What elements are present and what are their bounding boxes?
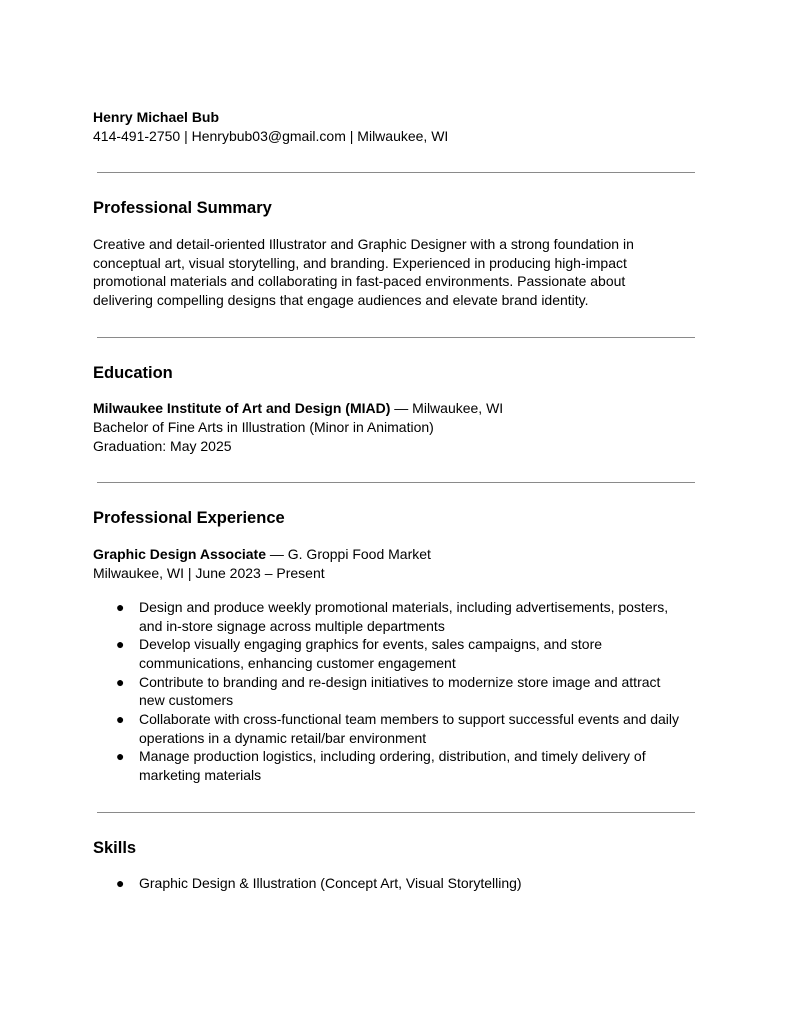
- experience-bullets: [93, 598, 698, 785]
- skills-list: [93, 874, 698, 893]
- bullet-icon: ●: [116, 748, 125, 765]
- section-title-experience: Professional Experience: [93, 508, 285, 527]
- section-title-summary: Professional Summary: [93, 199, 272, 217]
- resume-content: [93, 108, 698, 893]
- section-title-education: Education: [93, 363, 173, 382]
- bullet-text: Develop visually engaging graphics for events, sales campaigns, and store: [139, 636, 603, 653]
- job-title-line: [93, 545, 698, 564]
- list-item: [93, 598, 698, 635]
- summary-paragraph: [93, 235, 698, 310]
- degree: Bachelor of Fine Arts in Illustration (Minor in Animation): [93, 418, 434, 435]
- bullet-icon: ●: [116, 874, 125, 891]
- list-item: [93, 673, 698, 710]
- experience-entry: [93, 545, 698, 583]
- candidate-name: Henry Michael Bub: [93, 109, 220, 125]
- bullet-text: Manage production logistics, including ordering, distribution, and timely delivery of: [139, 748, 646, 765]
- education-school-line: [93, 399, 698, 418]
- job-title: Graphic Design Associate: [93, 545, 266, 562]
- divider: [97, 812, 695, 813]
- school-name: Milwaukee Institute of Art and Design (MIAD): [93, 399, 391, 416]
- bullet-icon: ●: [116, 636, 125, 653]
- list-item: [93, 874, 698, 893]
- divider: [97, 482, 695, 483]
- skill-text: Graphic Design & Illustration (Concept Art, Visual Storytelling): [139, 874, 522, 891]
- bullet-text: Contribute to branding and re-design initiatives to modernize store image and attract: [139, 673, 661, 690]
- divider: [97, 172, 695, 173]
- school-location: — Milwaukee, WI: [390, 399, 504, 416]
- bullet-text: new customers: [139, 692, 234, 709]
- list-item: [93, 635, 698, 672]
- bullet-icon: ●: [116, 673, 125, 690]
- bullet-icon: ●: [116, 711, 125, 728]
- bullet-text: operations in a dynamic retail/bar environment: [139, 729, 427, 746]
- bullet-text: marketing materials: [139, 767, 262, 784]
- bullet-text: Design and produce weekly promotional materials, including advertisements, posters,: [139, 598, 669, 615]
- bullet-text: Collaborate with cross-functional team members to support successful events and daily: [139, 711, 680, 728]
- divider: [97, 337, 695, 338]
- bullet-text: and in-store signage across multiple departments: [139, 617, 445, 634]
- list-item: [93, 747, 698, 784]
- list-item: [93, 710, 698, 747]
- section-title-skills: Skills: [93, 838, 137, 857]
- summary-line: delivering compelling designs that engage audiences and elevate brand identity.: [93, 292, 589, 309]
- graduation: Graduation: May 2025: [93, 437, 232, 454]
- company: — G. Groppi Food Market: [265, 545, 431, 562]
- bullet-icon: ●: [116, 598, 125, 615]
- job-meta: Milwaukee, WI | June 2023 – Present: [93, 564, 325, 581]
- contact-line: 414-491-2750 | Henrybub03@gmail.com | Milwaukee, WI: [93, 128, 449, 144]
- summary-line: Creative and detail-oriented Illustrator and Graphic Designer with a strong foundation in: [93, 236, 634, 252]
- education-entry: [93, 399, 698, 456]
- summary-line: conceptual art, visual storytelling, and branding. Experienced in producing high-impact: [93, 254, 627, 271]
- bullet-text: communications, enhancing customer engagement: [139, 654, 456, 671]
- summary-line: promotional materials and collaborating in fast-paced environments. Passionate about: [93, 273, 626, 290]
